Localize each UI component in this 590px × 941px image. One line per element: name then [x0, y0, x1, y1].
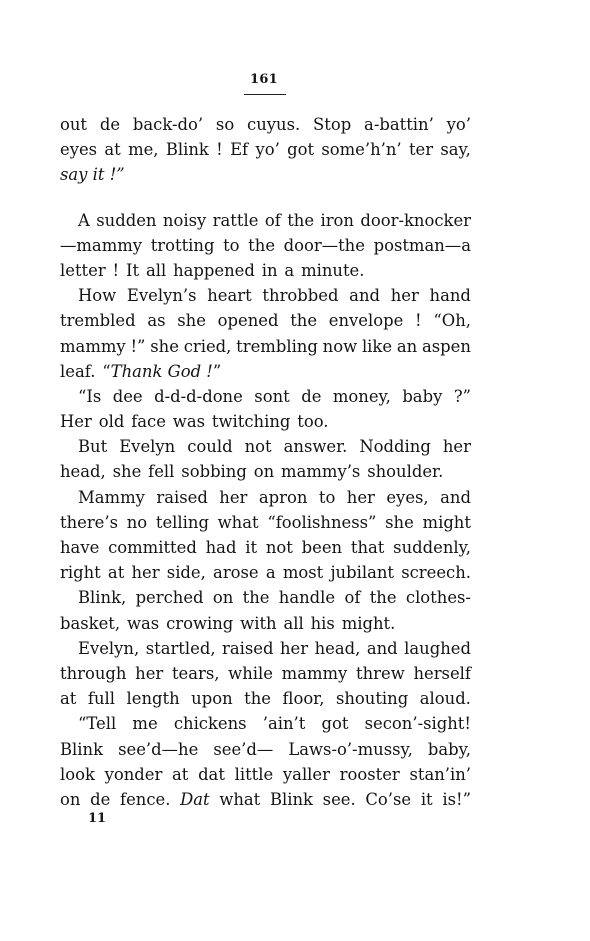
word: no: [126, 512, 148, 532]
word: an: [396, 336, 418, 356]
word: see’d—he: [118, 739, 199, 759]
word: it: [245, 538, 258, 557]
word: and: [349, 286, 380, 306]
word: face: [131, 412, 166, 432]
word: heart: [207, 286, 252, 306]
word: little: [234, 764, 274, 784]
word: me,: [128, 140, 159, 160]
word: How: [78, 286, 117, 306]
word: shouting: [335, 689, 409, 709]
word: herself: [413, 663, 471, 683]
word: some’h’n’: [321, 140, 402, 160]
text-line: [60, 434, 471, 459]
word: fell: [148, 462, 175, 482]
text-line: [60, 334, 471, 359]
signature-mark: 11: [88, 811, 107, 826]
word: fence.: [120, 789, 171, 809]
word: hand: [429, 286, 471, 306]
text-line: [60, 409, 471, 434]
text-line: [60, 535, 471, 560]
word: most: [282, 563, 324, 583]
word: now: [322, 336, 358, 356]
word: of: [264, 210, 281, 230]
word: iron: [320, 210, 354, 230]
word: secon’-sight!: [364, 714, 471, 734]
word: in: [261, 260, 278, 280]
word: clothes-: [405, 588, 471, 608]
word: all: [145, 260, 167, 280]
word: that: [350, 538, 385, 557]
word: sobbing: [181, 462, 247, 482]
word: raised: [156, 487, 208, 507]
word: the: [290, 311, 318, 331]
word: leaf.: [60, 361, 96, 381]
word: might: [422, 512, 471, 532]
word: to: [223, 235, 240, 255]
word: could: [187, 437, 233, 457]
text-line: [60, 485, 471, 510]
word: ”: [212, 361, 222, 381]
word: raised: [222, 638, 274, 658]
text-line: [60, 359, 471, 384]
word: a-battin’: [364, 115, 434, 134]
word: right: [60, 563, 101, 583]
word: stan’in’: [409, 764, 471, 784]
word: “: [102, 361, 111, 381]
word: to: [318, 487, 336, 507]
word: telling: [155, 512, 209, 532]
word: full: [87, 689, 115, 709]
word: screech.: [401, 563, 471, 583]
word: eyes,: [386, 487, 429, 507]
word: minute.: [301, 260, 365, 280]
word: basket,: [60, 613, 121, 633]
word: Her: [60, 412, 92, 432]
word: on: [212, 588, 234, 608]
text-line: [60, 233, 471, 258]
word: Dat: [180, 789, 210, 809]
text-line: [60, 686, 471, 711]
text-line: [60, 611, 471, 636]
word: all: [283, 613, 304, 633]
word: me: [132, 714, 158, 734]
word: envelope: [328, 311, 404, 331]
word: “Oh,: [433, 311, 471, 331]
word: Ef: [230, 140, 249, 160]
text-line: [60, 112, 471, 137]
word: answer.: [283, 437, 348, 457]
word: yonder: [104, 764, 163, 784]
word: the: [287, 210, 315, 230]
header-rule: [244, 94, 286, 95]
word: not: [265, 538, 293, 557]
word: Laws-o’-mussy,: [288, 739, 413, 759]
word: ?”: [453, 386, 471, 406]
word: dat: [198, 764, 225, 784]
word: noisy: [162, 210, 207, 230]
word: not: [244, 437, 272, 457]
word: laughed: [404, 638, 471, 658]
word: she: [150, 336, 179, 356]
word: Evelyn,: [78, 638, 140, 658]
word: what: [219, 789, 261, 809]
word: cuyus.: [247, 115, 301, 134]
word: her: [131, 563, 160, 583]
text-line: [60, 762, 471, 787]
word: got: [287, 140, 315, 160]
word: been: [301, 538, 343, 557]
word: ’ain’t: [262, 714, 306, 734]
word: yaller: [282, 764, 330, 784]
word: mammy’s: [281, 462, 361, 482]
text-line: [60, 283, 471, 308]
word: old: [98, 412, 125, 432]
word: money,: [332, 386, 391, 406]
word: say it !”: [60, 165, 125, 185]
body-text: [60, 112, 471, 812]
word: A: [78, 210, 90, 230]
word: crowing: [166, 613, 234, 633]
word: she: [112, 462, 142, 482]
word: startled,: [145, 638, 216, 658]
word: at: [60, 689, 77, 709]
word: perched: [135, 588, 204, 608]
word: her: [280, 638, 309, 658]
word: postman—a: [373, 235, 471, 255]
text-line: [60, 137, 471, 162]
word: mammy: [60, 336, 126, 356]
text-line: [60, 711, 471, 736]
word: it: [420, 789, 433, 809]
word: trotting: [150, 235, 215, 255]
word: threw: [356, 663, 405, 683]
page-number: 161: [249, 72, 279, 87]
word: Stop: [313, 115, 352, 134]
word: might.: [341, 613, 396, 633]
word: aloud.: [419, 689, 471, 709]
word: her: [135, 663, 164, 683]
word: “Tell: [78, 714, 117, 734]
word: de: [90, 789, 111, 809]
word: had: [205, 538, 237, 557]
word: apron: [258, 487, 308, 507]
word: the: [244, 689, 271, 709]
text-line: [60, 384, 471, 409]
word: as: [147, 311, 166, 331]
word: “foolishness”: [267, 512, 377, 532]
word: yo’: [255, 140, 280, 160]
word: Nodding: [359, 437, 431, 457]
word: while: [228, 663, 273, 683]
word: throbbed: [262, 286, 339, 306]
word: d-d-d-done: [154, 386, 243, 406]
word: !: [415, 311, 422, 331]
word: on: [60, 789, 81, 809]
word: !: [216, 140, 223, 160]
word: back-do’: [132, 115, 204, 134]
word: say,: [440, 140, 471, 160]
word: suddenly,: [393, 538, 471, 557]
word: her: [390, 286, 419, 306]
word: head,: [60, 462, 106, 482]
word: handle: [278, 588, 336, 608]
text-line: [60, 208, 471, 233]
word: on: [253, 462, 275, 482]
word: happened: [173, 260, 255, 280]
word: too.: [297, 412, 329, 432]
word: committed: [108, 538, 197, 557]
word: a: [265, 563, 276, 583]
text-line: [60, 787, 471, 812]
word: arose: [213, 563, 259, 583]
word: floor,: [282, 689, 325, 709]
text-line: [60, 560, 471, 585]
word: It: [126, 260, 140, 280]
word: the: [242, 588, 270, 608]
word: sudden: [96, 210, 157, 230]
word: look: [60, 764, 95, 784]
word: the: [369, 588, 397, 608]
word: her: [442, 437, 471, 457]
word: chickens: [173, 714, 247, 734]
word: rattle: [212, 210, 259, 230]
word: baby: [402, 386, 443, 406]
text-line: [60, 661, 471, 686]
word: aspen: [422, 336, 471, 356]
text-line: [60, 510, 471, 535]
word: her: [219, 487, 248, 507]
word: like: [361, 336, 393, 356]
word: she: [177, 311, 206, 331]
word: opened: [217, 311, 279, 331]
word: through: [60, 663, 127, 683]
text-line: [60, 258, 471, 283]
word: got: [321, 714, 349, 734]
word: door—the: [283, 235, 365, 255]
word: de: [301, 386, 322, 406]
word: tears,: [171, 663, 220, 683]
word: so: [215, 115, 235, 134]
word: trembled: [60, 311, 136, 331]
word: letter: [60, 260, 106, 280]
word: and: [440, 487, 471, 507]
word: of: [344, 588, 361, 608]
word: she: [385, 512, 414, 532]
word: eyes: [60, 140, 98, 160]
word: there’s: [60, 512, 118, 532]
word: sont: [254, 386, 290, 406]
word: have: [60, 538, 100, 557]
word: !: [112, 260, 120, 280]
word: at: [172, 764, 189, 784]
word: !”: [130, 336, 146, 356]
text-line: [60, 308, 471, 333]
word: head,: [314, 638, 361, 658]
word: length: [126, 689, 180, 709]
word: Blink: [60, 739, 104, 759]
word: her: [346, 487, 375, 507]
word: trembling: [236, 336, 318, 356]
text-line: [60, 636, 471, 661]
word: was: [172, 412, 206, 432]
word: mammy: [281, 663, 348, 683]
word: was: [126, 613, 160, 633]
word: Mammy: [78, 487, 145, 507]
word: shoulder.: [367, 462, 444, 482]
word: Blink: [269, 789, 313, 809]
word: what: [217, 512, 259, 532]
word: Evelyn’s: [126, 286, 197, 306]
word: —mammy: [60, 235, 143, 255]
word: at: [107, 563, 125, 583]
word: de: [99, 115, 121, 134]
word: twitching: [211, 412, 291, 432]
text-line: [60, 459, 471, 484]
word: baby,: [427, 739, 471, 759]
word: with: [240, 613, 277, 633]
word: “Is: [78, 386, 102, 406]
word: Thank God !: [110, 361, 213, 381]
word: upon: [191, 689, 233, 709]
word: jubilant: [330, 563, 394, 583]
word: door-knocker: [360, 210, 471, 230]
word: yo’: [446, 115, 471, 134]
word: a: [284, 260, 295, 280]
word: Blink,: [78, 588, 127, 608]
paragraph-gap: [60, 188, 471, 208]
word: see’d—: [213, 739, 274, 759]
word: cried,: [183, 336, 232, 356]
text-line: [60, 585, 471, 610]
word: is!”: [442, 789, 471, 809]
word: ter: [408, 140, 434, 160]
word: Blink: [165, 140, 209, 160]
word: dee: [112, 386, 143, 406]
word: side,: [166, 563, 206, 583]
word: and: [366, 638, 398, 658]
text-line: [60, 162, 471, 187]
word: his: [310, 613, 335, 633]
text-line: [60, 737, 471, 762]
word: Evelyn: [119, 437, 176, 457]
word: at: [104, 140, 121, 160]
word: Co’se: [365, 789, 412, 809]
word: out: [60, 115, 88, 134]
word: the: [248, 235, 276, 255]
word: see.: [322, 789, 356, 809]
word: But: [78, 437, 108, 457]
word: rooster: [339, 764, 400, 784]
